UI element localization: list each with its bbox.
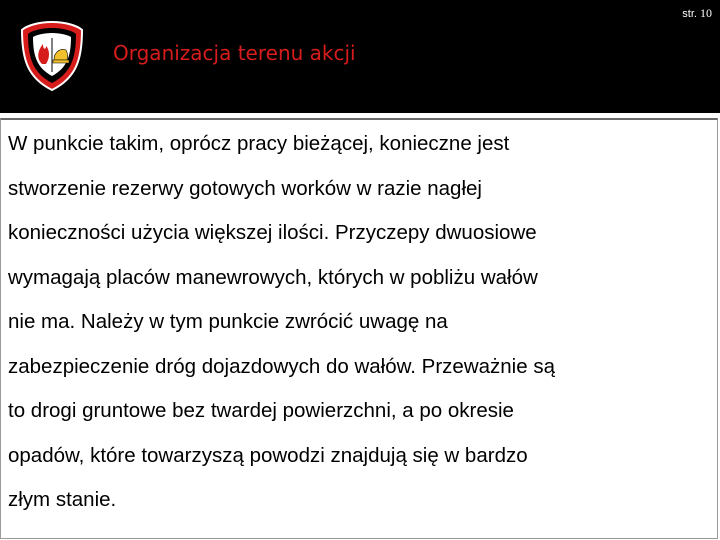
body-line: konieczności użycia większej ilości. Przyczepy dwuosiowe: [8, 221, 537, 244]
body-line: to drogi gruntowe bez twardej powierzchni, a po okresie: [8, 399, 514, 422]
slide-header: [0, 0, 720, 113]
body-line: złym stanie.: [8, 488, 117, 511]
body-line: zabezpieczenie dróg dojazdowych do wałów. Przeważnie są: [8, 354, 555, 378]
body-paragraph: [8, 122, 712, 523]
body-line: stworzenie rezerwy gotowych worków w razie nagłej: [8, 176, 482, 200]
fire-brigade-logo-icon: [18, 20, 86, 92]
body-line: nie ma. Należy w tym punkcie zwrócić uwagę na: [8, 310, 448, 333]
body-line: W punkcie takim, oprócz pracy bieżącej, konieczne jest: [8, 132, 510, 155]
page-number: [682, 6, 712, 21]
slide-title: Organizacja terenu akcji: [113, 41, 356, 65]
body-line: wymagają placów manewrowych, których w pobliżu wałów: [8, 265, 538, 289]
page-number-value: 10: [700, 6, 712, 20]
body-line: opadów, które towarzyszą powodzi znajdują się w bardzo: [8, 443, 528, 467]
page-label: str.: [682, 8, 697, 20]
